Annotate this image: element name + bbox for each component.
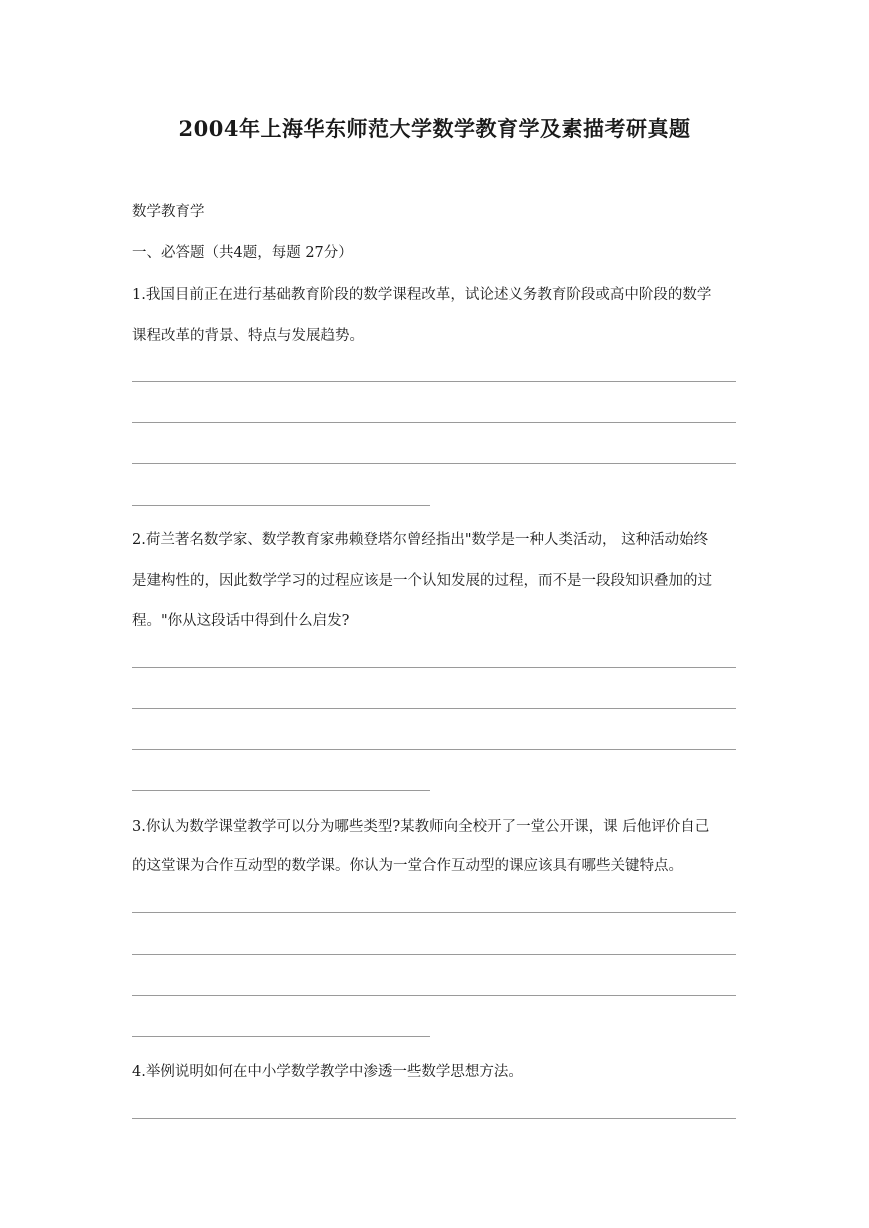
question-4-line-1: 4.举例说明如何在中小学数学教学中渗透一些数学思想方法。 xyxy=(132,1064,523,1080)
question-2-line-3: 程。"你从这段话中得到什么启发? xyxy=(132,613,350,629)
answer-line xyxy=(132,995,736,996)
question-2-line-2: 是建构性的，因此数学学习的过程应该是一个认知发展的过程，而不是一段段知识叠加的过 xyxy=(132,573,712,589)
answer-line xyxy=(132,790,430,791)
answer-line xyxy=(132,505,430,506)
answer-line xyxy=(132,954,736,955)
question-2-line-1: 2.荷兰著名数学家、数学教育家弗赖登塔尔曾经指出"数学是一种人类活动， 这种活动始终 xyxy=(132,532,709,548)
answer-line xyxy=(132,708,736,709)
question-1-line-2: 课程改革的背景、特点与发展趋势。 xyxy=(132,328,364,344)
part-heading: 一、必答题（共4题，每题 27分） xyxy=(132,245,353,261)
section-heading: 数学教育学 xyxy=(132,204,205,220)
answer-line xyxy=(132,749,736,750)
question-3-line-1: 3.你认为数学课堂教学可以分为哪些类型?某教师向全校开了一堂公开课，课 后他评价自己 xyxy=(132,819,710,835)
answer-line xyxy=(132,463,736,464)
question-1-line-1: 1.我国目前正在进行基础教育阶段的数学课程改革，试论述义务教育阶段或高中阶段的数学 xyxy=(132,287,712,303)
answer-line xyxy=(132,422,736,423)
answer-line xyxy=(132,912,736,913)
answer-line xyxy=(132,381,736,382)
answer-line xyxy=(132,667,736,668)
answer-line xyxy=(132,1036,430,1037)
document-title: 2004年上海华东师范大学数学教育学及素描考研真题 xyxy=(178,116,691,141)
question-3-line-2: 的这堂课为合作互动型的数学课。你认为一堂合作互动型的课应该具有哪些关键特点。 xyxy=(132,858,683,874)
answer-line xyxy=(132,1118,736,1119)
